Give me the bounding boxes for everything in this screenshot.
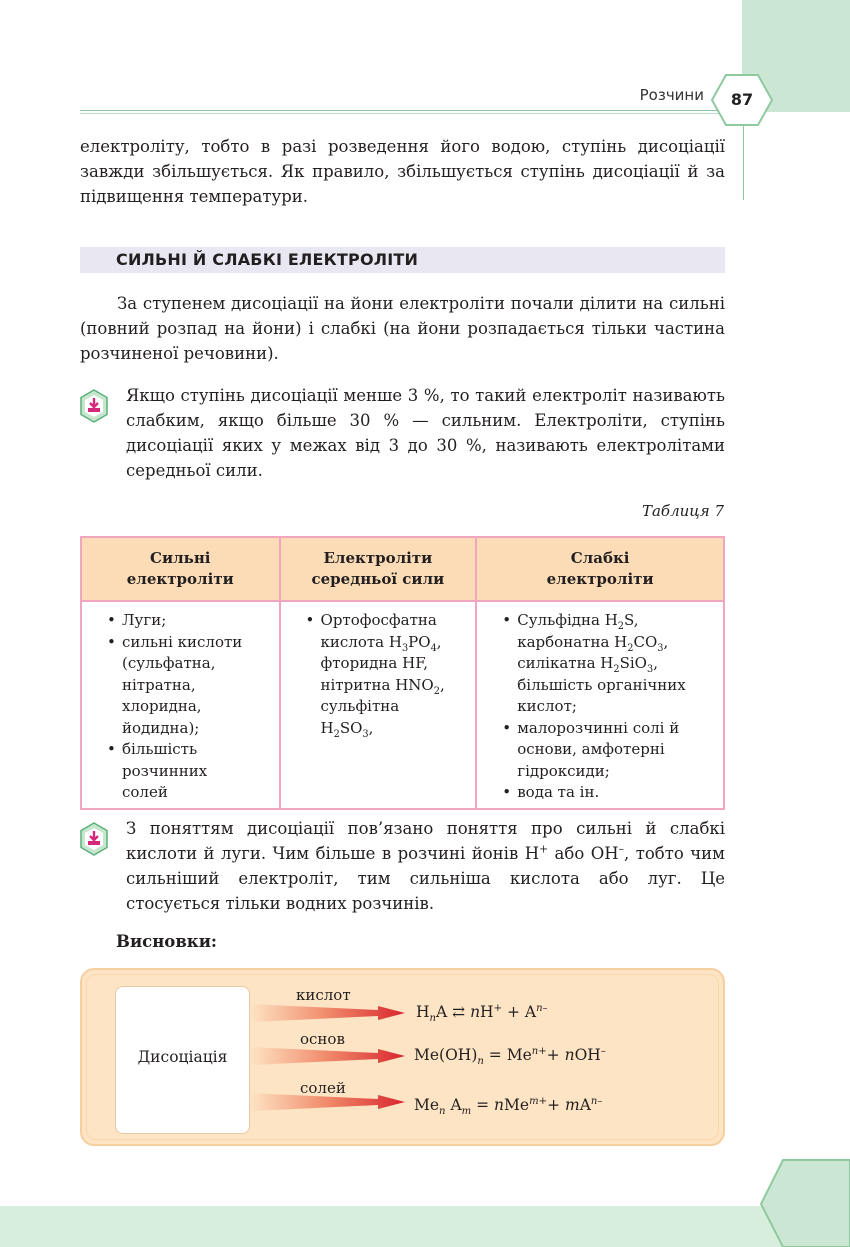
subscript: 2 [613,664,620,675]
list-item: • вода та ін. [501,782,715,804]
table-header-row [81,537,724,601]
header-medium [280,537,477,601]
header-weak-line1: Слабкі [570,549,630,567]
superscript: – [618,842,625,856]
text: H [416,1003,430,1021]
cell-medium [280,601,477,809]
superscript: n– [536,1002,548,1014]
footer-hex-decoration [755,1158,850,1247]
subscript: 3 [646,664,654,675]
cell-weak [476,601,724,809]
text: Ортофосфатна кислота H [320,611,437,651]
text: n [564,1046,575,1064]
text: CO [633,632,658,651]
header-rule-secondary [80,113,725,114]
header-strong [81,537,280,601]
text: Me(OH) [414,1046,478,1064]
remember-icon-2 [79,822,109,860]
text: , [368,718,374,737]
superscript: m+ [529,1095,548,1107]
arrow-acids [250,1004,405,1022]
text: + [546,1046,565,1064]
page-number-badge [710,73,774,127]
text: З поняттям дисоціації пов’язано поняття про сильні й слабкі кислоти й луги. Чим більше в розчині йонів H [126,819,725,863]
text: , силікатна H [517,632,669,672]
text: SO [339,718,363,737]
header-weak-line2: електроліти [546,570,654,588]
subscript: m [461,1106,472,1118]
text: + A [502,1003,537,1021]
conclusions-label: Висновки: [116,932,218,951]
text: Сульфідна H [517,611,618,629]
label-acids: кислот [296,986,351,1004]
text: або OH [548,844,619,863]
text: SiO [619,654,647,672]
subscript: n [477,1056,484,1068]
list-item: • більшість розчинних солей [106,739,249,804]
text: нітритна HNO [320,675,434,694]
list-item [305,610,456,739]
list-item: • Луги; [106,610,249,632]
section-paragraph: За ступенем дисоціації на йони електроліти почали ділити на сильні (повний розпад на йони) і слабкі (на йони розпадається тільки частина розчиненої речовини). [80,294,725,363]
text: Me [414,1096,440,1114]
text: S, карбонатна H [517,611,639,651]
text: Me [504,1096,530,1114]
text: , [439,675,445,694]
header-weak [476,537,724,601]
text: A [579,1096,591,1114]
subscript: 2 [433,685,440,697]
cell-strong [81,601,280,809]
superscript: + [493,1002,503,1014]
formula-acids [416,1002,548,1025]
remember-hex-icon [79,822,109,856]
text: A [445,1096,462,1114]
arrow-bases [250,1047,405,1065]
list-item: • малорозчинні солі й основи, амфотерні гідроксиди; [501,718,715,783]
list-item [501,610,715,718]
text: n [470,1003,481,1021]
subscript: 3 [657,642,664,654]
subscript: n [429,1013,437,1025]
formula-salts [414,1095,603,1118]
text: H [480,1003,494,1021]
text: + [547,1096,565,1114]
header-strong-line1: Сильні [150,549,211,567]
header-medium-line2: середньої сили [311,570,445,588]
subscript: 2 [627,642,634,654]
subscript: 2 [617,621,625,632]
superscript: n– [590,1095,603,1107]
note-2-text [126,816,725,916]
header-strong-line2: електроліти [126,570,234,588]
list-item: • сильні кислоти (сульфатна, нітратна, хлоридна, йодидна); [106,632,249,740]
table-row [81,601,724,809]
text: OH [574,1046,601,1064]
formula-bases [414,1045,606,1068]
page-number: 87 [730,90,754,109]
text: m [564,1096,580,1114]
text: A ⇄ [436,1003,471,1021]
subscript: 3 [401,642,409,654]
text: H [320,718,334,737]
text: фторидна HF, [320,654,429,672]
label-bases: основ [300,1030,345,1048]
subscript: 2 [333,728,340,740]
section-title: СИЛЬНІ Й СЛАБКІ ЕЛЕКТРОЛІТИ [116,250,419,269]
text: = Me [483,1046,532,1064]
subscript: 3 [362,728,369,740]
remember-hex-icon [79,389,109,423]
superscript: – [600,1045,606,1057]
remember-icon-1 [79,389,109,427]
label-salts: солей [300,1079,346,1097]
header-medium-line1: Електроліти [323,549,433,567]
text: = [471,1096,495,1114]
text: , [436,632,442,651]
text: n [494,1096,505,1114]
footer-band [0,1206,850,1247]
intro-paragraph: електроліту, тобто в разі розведення його водою, ступінь дисоціації завжди збільшується. Як правило, збільшується ступінь дисоціації й за підвищення температури. [80,137,725,206]
superscript: n+ [531,1045,547,1057]
running-title: Розчини [639,86,704,104]
header-rule [80,110,725,111]
text: , тобто чим сильніший електроліт, тим сильніша кислота або луг. Це стосується тільки водних розчинів. [126,844,725,913]
subscript: n [439,1106,446,1118]
text: сульфітна [320,697,400,715]
text: PO [408,632,431,651]
subscript: 4 [430,642,437,654]
dissociation-label: Дисоціація [137,1048,228,1066]
electrolytes-table [80,536,725,810]
note-1-text: Якщо ступінь дисоціації менше 3 %, то такий електроліт називають слабким, якщо більше 30 % — сильним. Електроліти, ступінь дисоціації яких у межах від 3 до 30 %, називають електролітами середньої сили. [126,386,725,480]
text: , більшість органічних кислот; [517,654,686,715]
superscript: + [539,842,549,856]
table-caption: Таблиця 7 [641,502,724,520]
